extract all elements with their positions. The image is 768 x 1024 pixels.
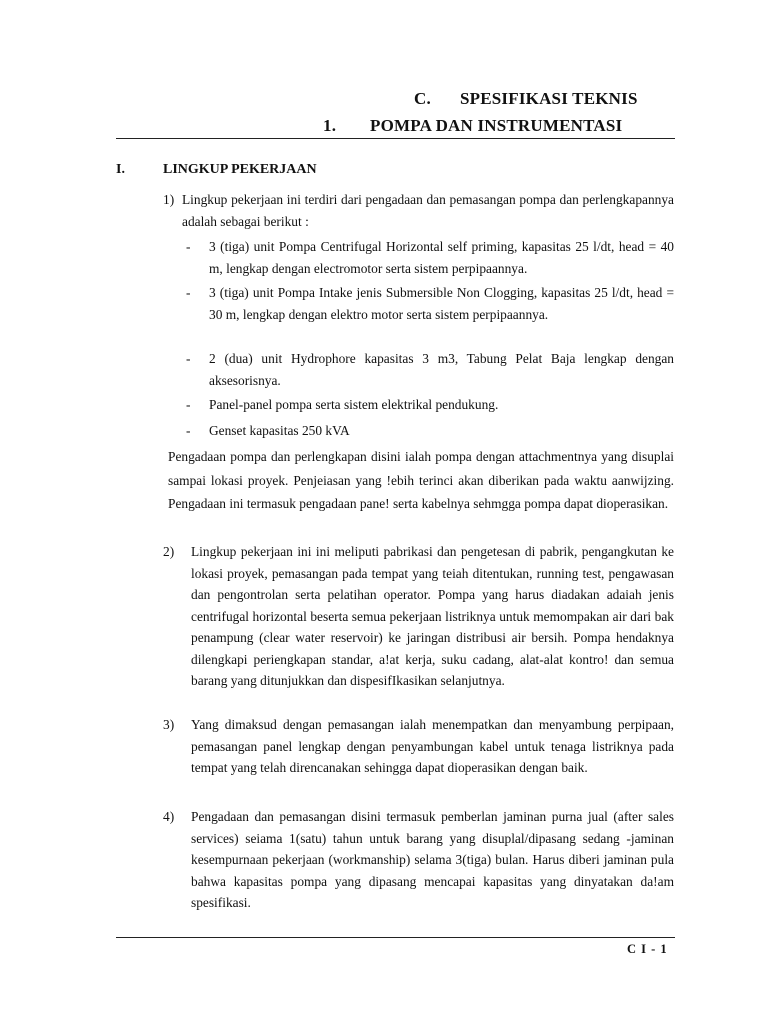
header-number: C.	[414, 89, 431, 108]
bullet-marker: -	[186, 423, 191, 438]
section-number: I.	[116, 162, 125, 177]
section-heading	[116, 162, 416, 182]
bullet-item-5: Genset kapasitas 250 kVA	[209, 423, 350, 438]
header-title: SPESIFIKASI TEKNIS	[460, 89, 638, 108]
header-rule	[116, 138, 675, 139]
footer-rule	[116, 937, 675, 938]
header-line-1	[414, 89, 674, 111]
bullet-item-2: 3 (tiga) unit Pompa Intake jenis Submersible Non Clogging, kapasitas 25 l/dt, head = 30 m, lengkap dengan elektro motor serta sistem perpipaannya.	[209, 285, 674, 322]
section-title: LINGKUP PEKERJAAN	[163, 162, 317, 177]
item-1-label: 1)	[163, 192, 175, 207]
item-4-text: Pengadaan dan pemasangan disini termasuk pemberlan jaminan purna jual (after sales services) seiama 1(satu) tahun untuk barang yang disuplal/dipasang sedang -jaminan kesempurnaan pekerjaan (workmanship) selama 3(tiga) bulan. Harus diberi jaminan pula bahwa kapasitas pompa yang dipasang mencapai kapasitas yang dinyatakan da!am spesifikasi.	[191, 809, 674, 910]
bullet-marker: -	[186, 239, 191, 254]
bullet-marker: -	[186, 397, 191, 412]
item-1-intro: Lingkup pekerjaan ini terdiri dari pengadaan dan pemasangan pompa dan perlengkapannya adalah sebagai berikut :	[182, 192, 674, 229]
bullet-marker: -	[186, 351, 191, 366]
item-3-text: Yang dimaksud dengan pemasangan ialah menempatkan dan menyambung perpipaan, pemasangan panel lengkap dengan penyambungan kabel untuk tenaga listriknya pada tempat yang telah direncanakan sehingga dapat dioperasikan dengan baik.	[191, 717, 674, 775]
item-3-label: 3)	[163, 717, 175, 732]
page-number: C I - 1	[627, 942, 668, 956]
item-2-label: 2)	[163, 544, 175, 559]
bullet-item-3: 2 (dua) unit Hydrophore kapasitas 3 m3, Tabung Pelat Baja lengkap dengan aksesorisnya.	[209, 351, 674, 388]
item-2-text: Lingkup pekerjaan ini ini meliputi pabrikasi dan pengetesan di pabrik, pengangkutan ke lokasi proyek, pemasangan pada tempat yang teiah ditentukan, running test, pengawasan dan pengontrolan serta pelatihan operator. Pompa yang harus diadakan adaiah jenis centrifugal horizontal beserta semua pekerjaan listriknya untuk memompakan air dari bak penampung (clear water reservoir) ke jaringan distribusi air bersih. Pompa hendaknya dilengkapi periengkapan standar, a!at kerja, suku cadang, alat-alat kontro! dan semua barang yang ditunjukkan dan dispesifIkasikan selanjutnya.	[191, 544, 674, 688]
bullet-marker: -	[186, 285, 191, 300]
bullet-item-4: Panel-panel pompa serta sistem elektrikal pendukung.	[209, 397, 499, 412]
header-subnumber: 1.	[323, 116, 337, 135]
bullet-item-1: 3 (tiga) unit Pompa Centrifugal Horizontal self priming, kapasitas 25 l/dt, head = 40 m, lengkap dengan electromotor serta sistem perpipaannya.	[209, 239, 674, 276]
item-1-paragraph: Pengadaan pompa dan perlengkapan disini ialah pompa dengan attachmentnya yang disuplai sampai lokasi proyek. Penjeiasan yang !ebih terinci akan diberikan pada waktu aanwijzing. Pengadaan ini termasuk pengadaan pane! serta kabelnya sehmgga pompa dapat dioperasikan.	[168, 449, 674, 511]
header-line-2	[323, 116, 675, 138]
header-subtitle: POMPA DAN INSTRUMENTASI	[370, 116, 623, 135]
item-4-label: 4)	[163, 809, 175, 824]
